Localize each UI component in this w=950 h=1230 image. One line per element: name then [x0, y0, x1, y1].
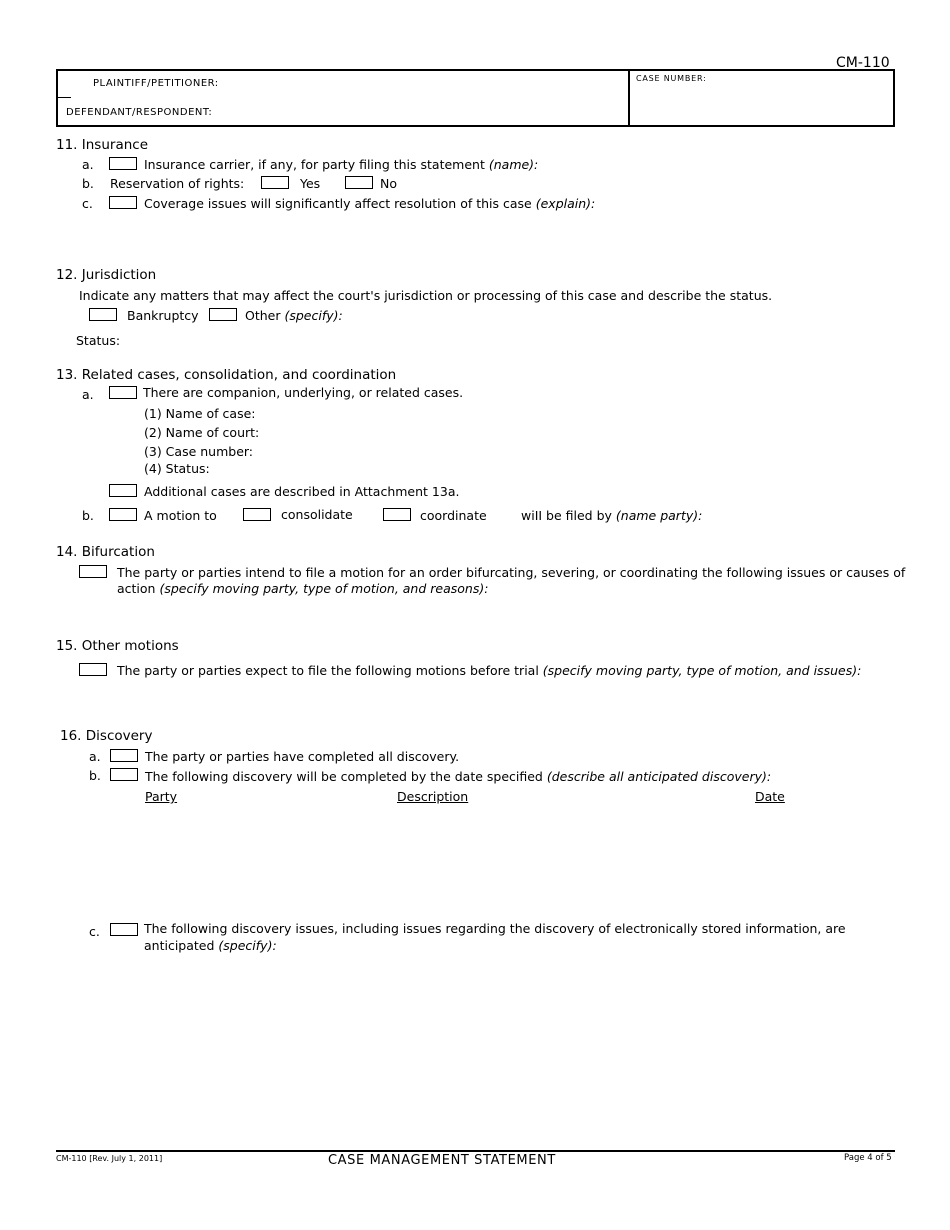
s11-c-line	[144, 196, 595, 211]
caption-tick	[56, 97, 71, 98]
name-party-hint: (name party):	[615, 508, 703, 523]
s11-b-letter: b.	[82, 176, 94, 191]
other-jurisdiction-checkbox[interactable]	[209, 308, 237, 321]
additional-cases-checkbox[interactable]	[109, 484, 137, 497]
section-13-title: 13. Related cases, consolidation, and coordination	[56, 367, 397, 383]
form-id: CM-110	[836, 55, 890, 71]
section-16-title: 16. Discovery	[60, 728, 153, 744]
s16-b-text: The following discovery will be completed by the date specified	[145, 769, 543, 784]
no-label: No	[380, 176, 397, 191]
name-of-court-label: (2) Name of court:	[144, 425, 260, 440]
additional-cases-text: Additional cases are described in Attachment 13a.	[144, 484, 460, 499]
section-11-title: 11. Insurance	[56, 137, 148, 153]
s16-a-letter: a.	[89, 749, 101, 764]
s11-c-letter: c.	[82, 196, 93, 211]
col-date-header: Date	[755, 789, 785, 804]
s14-line1: The party or parties intend to file a motion for an order bifurcating, severing, or coordinating the following issues or causes of	[117, 565, 906, 580]
s11-c-hint: (explain):	[535, 196, 596, 211]
s16-c-line2	[144, 938, 277, 953]
footer-form-rev: CM-110 [Rev. July 1, 2011]	[56, 1154, 163, 1163]
s11-a-hint: (name):	[488, 157, 539, 172]
s11-a-text: Insurance carrier, if any, for party filing this statement	[144, 157, 485, 172]
footer-page: Page 4 of 5	[844, 1153, 892, 1163]
col-party-header: Party	[145, 789, 178, 804]
s11-a-line	[144, 157, 538, 172]
filed-by-line	[521, 508, 702, 523]
s12-intro: Indicate any matters that may affect the court's jurisdiction or processing of this case and describe the status.	[79, 288, 773, 303]
s13-b-letter: b.	[82, 508, 94, 523]
case-number-label: CASE NUMBER:	[636, 74, 707, 83]
consolidate-checkbox[interactable]	[243, 508, 271, 521]
yes-label: Yes	[300, 176, 321, 191]
motion-checkbox[interactable]	[109, 508, 137, 521]
s11-c-text: Coverage issues will significantly affect resolution of this case	[144, 196, 532, 211]
consolidate-label: consolidate	[281, 507, 353, 522]
s15-hint: (specify moving party, type of motion, and issues):	[542, 663, 862, 678]
other-line	[245, 308, 343, 323]
section-12-title: 12. Jurisdiction	[56, 267, 157, 283]
s11-a-letter: a.	[82, 157, 94, 172]
other-label: Other	[245, 308, 281, 323]
s11-b-text: Reservation of rights:	[110, 176, 245, 191]
insurance-carrier-checkbox[interactable]	[109, 157, 137, 170]
s13-a-text: There are companion, underlying, or related cases.	[143, 385, 464, 400]
s16-c-line1: The following discovery issues, including issues regarding the discovery of electronically stored information, are	[144, 921, 846, 936]
section-15-title: 15. Other motions	[56, 638, 179, 654]
reservation-no-checkbox[interactable]	[345, 176, 373, 189]
bankruptcy-checkbox[interactable]	[89, 308, 117, 321]
related-cases-checkbox[interactable]	[109, 386, 137, 399]
s16-a-text: The party or parties have completed all discovery.	[145, 749, 460, 764]
section-14-title: 14. Bifurcation	[56, 544, 155, 560]
motion-to-text: A motion to	[144, 508, 217, 523]
will-be-filed-text: wiII be filed by	[521, 508, 612, 523]
bifurcation-checkbox[interactable]	[79, 565, 107, 578]
footer-title: CASE MANAGEMENT STATEMENT	[328, 1153, 556, 1168]
coordinate-checkbox[interactable]	[383, 508, 411, 521]
discovery-completed-checkbox[interactable]	[110, 749, 138, 762]
bankruptcy-label: Bankruptcy	[127, 308, 199, 323]
s16-c-hint: (specify):	[218, 938, 277, 953]
s14-hint: (specify moving party, type of motion, and reasons):	[159, 581, 489, 596]
plaintiff-label: PLAINTIFF/PETITIONER:	[93, 78, 219, 89]
s16-b-letter: b.	[89, 768, 101, 783]
s16-c-letter: c.	[89, 924, 100, 939]
other-hint: (specify):	[284, 308, 343, 323]
s16-b-line	[145, 769, 771, 784]
col-description-header: Description	[397, 789, 469, 804]
coordinate-label: coordinate	[420, 508, 487, 523]
status-label: Status:	[76, 333, 121, 348]
caption-divider	[628, 69, 630, 127]
discovery-issues-checkbox[interactable]	[110, 923, 138, 936]
other-motions-checkbox[interactable]	[79, 663, 107, 676]
name-of-case-label: (1) Name of case:	[144, 406, 256, 421]
s13-a-letter: a.	[82, 387, 94, 402]
status-item-label: (4) Status:	[144, 461, 210, 476]
footer-rule	[56, 1150, 895, 1152]
s14-action: action	[117, 581, 156, 596]
case-number-item-label: (3) Case number:	[144, 444, 254, 459]
s16-b-hint: (describe all anticipated discovery):	[546, 769, 772, 784]
coverage-issues-checkbox[interactable]	[109, 196, 137, 209]
discovery-planned-checkbox[interactable]	[110, 768, 138, 781]
defendant-label: DEFENDANT/RESPONDENT:	[66, 107, 213, 118]
s14-line2	[117, 581, 488, 596]
reservation-yes-checkbox[interactable]	[261, 176, 289, 189]
s16-c-anticipated: anticipated	[144, 938, 215, 953]
s15-text: The party or parties expect to file the following motions before trial	[117, 663, 539, 678]
s15-line	[117, 663, 861, 678]
